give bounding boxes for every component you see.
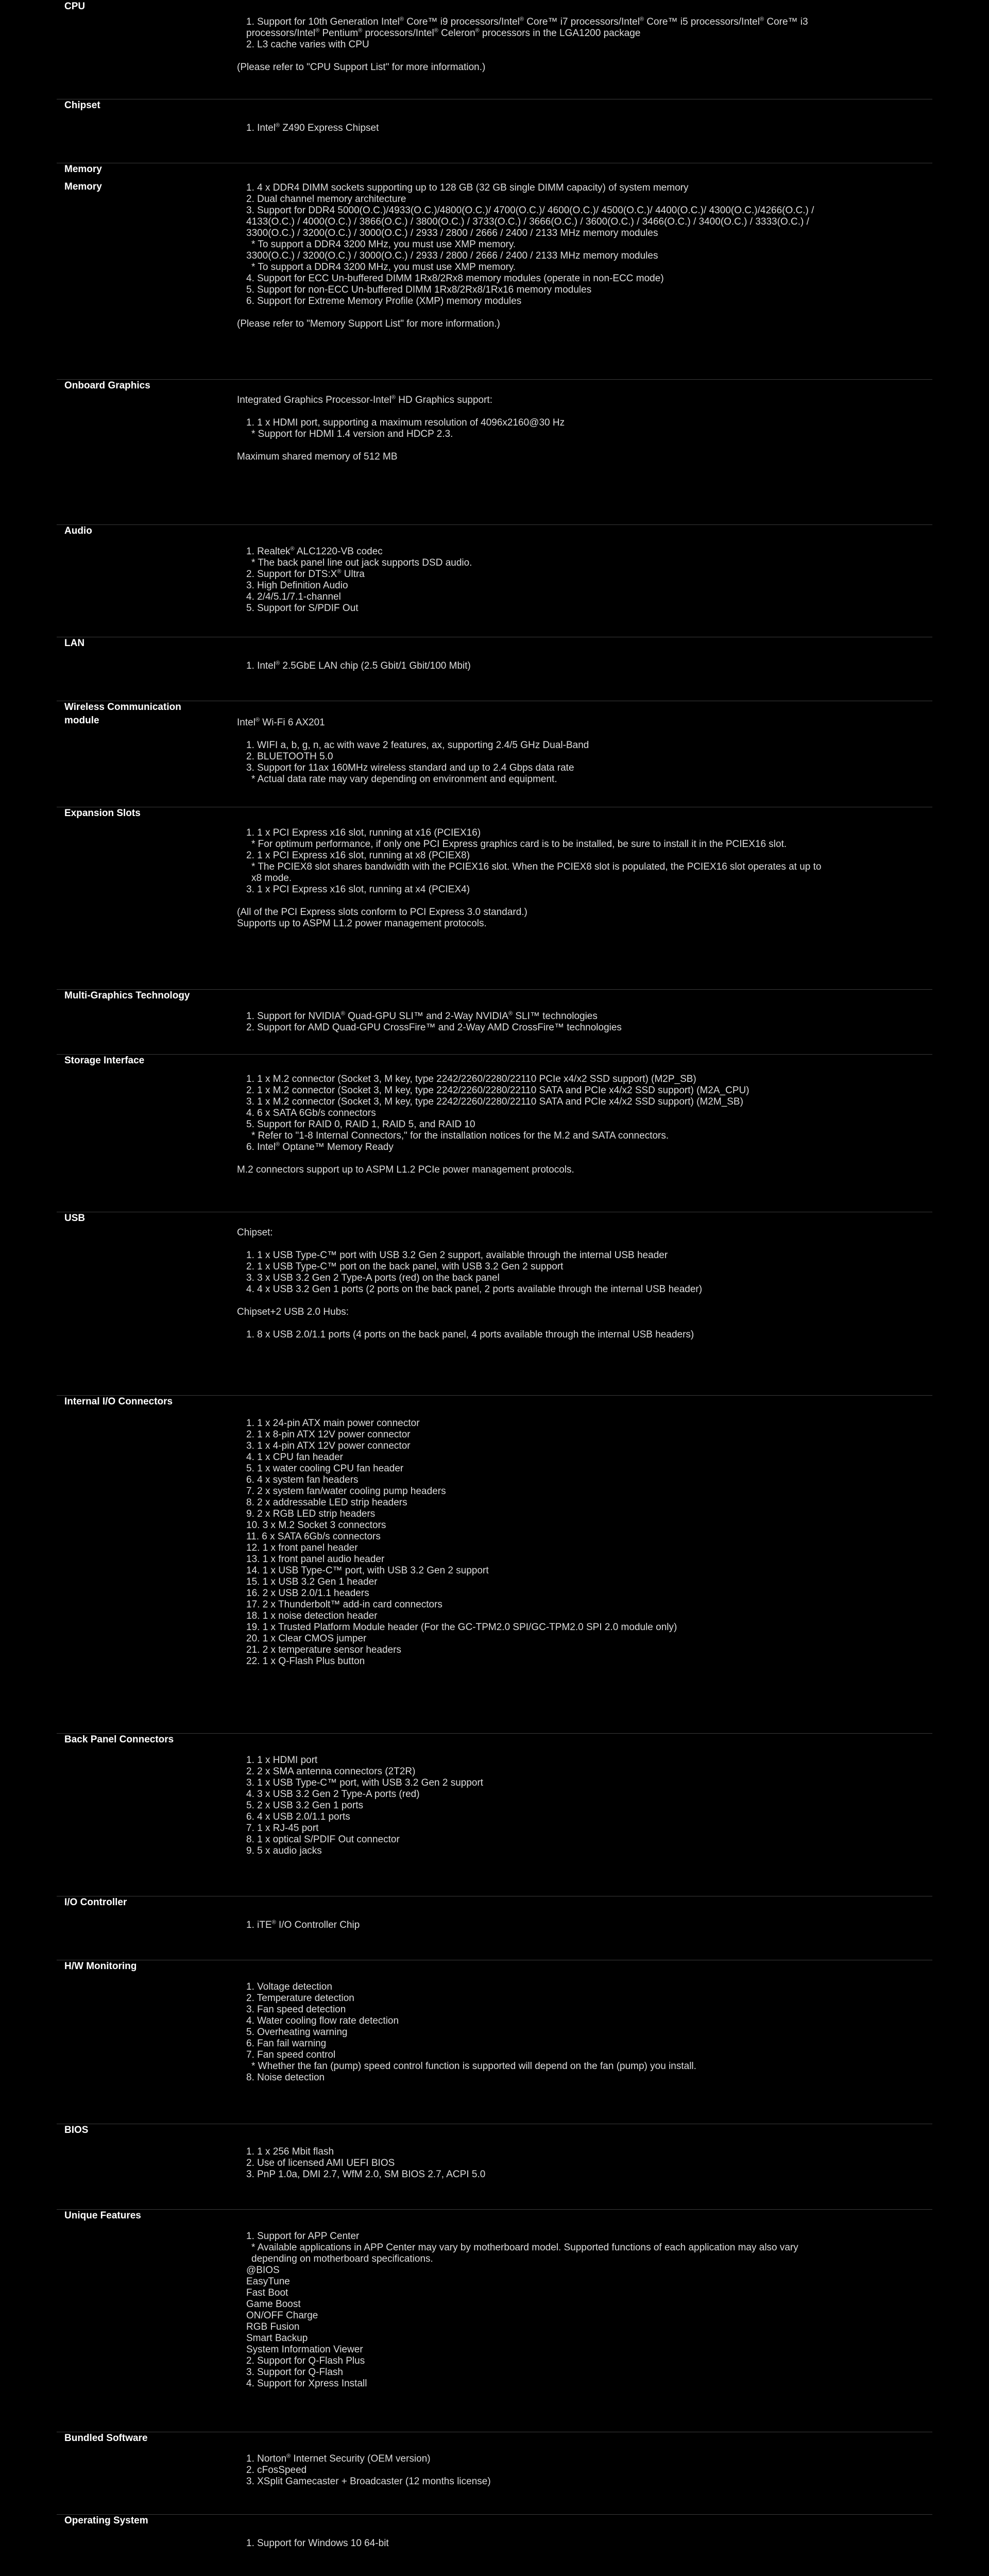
spacer: [237, 895, 927, 907]
spec-line: 2. Use of licensed AMI UEFI BIOS: [246, 2158, 395, 2168]
spec-content: [237, 16, 927, 73]
spec-content: [237, 395, 927, 463]
spec-line: 3. Fan speed detection: [246, 2004, 346, 2015]
spec-row-back_panel: [57, 1733, 932, 1896]
spec-line: 4. 4 x USB 3.2 Gen 1 ports (2 ports on the back panel, 2 ports available through the internal USB header): [246, 1284, 703, 1295]
spec-line: 3. Support for 11ax 160MHz wireless standard and up to 2.4 Gbps data rate: [246, 762, 574, 773]
spec-label-text: I/O Controller: [64, 1897, 127, 1908]
spec-label: [64, 1395, 234, 1409]
spec-line: 2. 1 x M.2 connector (Socket 3, M key, type 2242/2260/2280/22110 SATA and PCIe x4/x2 SSD support) (M2A_CPU): [246, 1085, 749, 1096]
spec-content: [237, 2538, 927, 2549]
spec-row-storage: [57, 1054, 932, 1212]
spec-content: [237, 2231, 927, 2389]
spacer: [237, 307, 927, 318]
spec-line: * Available applications in APP Center may vary by motherboard model. Supported functions of each application may also vary: [251, 2242, 798, 2253]
spec-line: 6. 4 x system fan headers: [246, 1475, 359, 1485]
spec-line: 2. 2 x SMA antenna connectors (2T2R): [246, 1766, 416, 1777]
spec-label-text: CPU: [64, 1, 86, 12]
spec-line: * For optimum performance, if only one PCI Express graphics card is to be installed, be sure to install it in the PCIEX16 slot.: [251, 839, 787, 850]
spec-line: 1. WIFI a, b, g, n, ac with wave 2 features, ax, supporting 2.4/5 GHz Dual-Band: [246, 740, 589, 751]
spec-line: * The PCIEX8 slot shares bandwidth with the PCIEX16 slot. When the PCIEX8 slot is populated, the PCIEX16 slot operates at up to: [251, 861, 822, 872]
spec-label: [64, 524, 234, 538]
spec-line: 5. 2 x USB 3.2 Gen 1 ports: [246, 1800, 364, 1811]
spec-line: processors/Intel® Pentium® processors/Intel® Celeron® processors in the LGA1200 package: [246, 27, 641, 39]
spec-label-text-2: Memory: [64, 181, 102, 192]
spec-line: 19. 1 x Trusted Platform Module header (For the GC-TPM2.0 SPI/GC-TPM2.0 SPI 2.0 module only): [246, 1622, 677, 1633]
spec-label-text: Wireless Communication: [64, 702, 181, 713]
spec-line: System Information Viewer: [246, 2344, 363, 2355]
spec-line: (Please refer to "Memory Support List" for more information.): [237, 318, 500, 329]
spec-label: [64, 2432, 234, 2445]
spec-line: 1. 1 x M.2 connector (Socket 3, M key, type 2242/2260/2280/22110 PCIe x4/x2 SSD support) (M2P_SB): [246, 1074, 696, 1084]
spec-line: 1. Realtek® ALC1220-VB codec: [246, 546, 383, 557]
spec-line: 1. Support for 10th Generation Intel® Core™ i9 processors/Intel® Core™ i7 processors/Intel® Core™ i5 processors/Intel® Core™ i3: [246, 16, 808, 27]
spec-row-expansion: [57, 807, 932, 990]
spec-row-wireless: [57, 701, 932, 807]
spec-label: [64, 1896, 234, 1909]
spec-line: 5. 1 x water cooling CPU fan header: [246, 1463, 404, 1474]
spacer: [237, 1153, 927, 1164]
spec-label-text: H/W Monitoring: [64, 1961, 137, 1972]
spec-row-software: [57, 2432, 932, 2515]
spec-line: Maximum shared memory of 512 MB: [237, 451, 398, 462]
spacer: [237, 1318, 927, 1329]
spec-line: 1. 1 x 24-pin ATX main power connector: [246, 1418, 420, 1429]
spec-line: 3. Support for DDR4 5000(O.C.)/4933(O.C.)/4800(O.C.)/ 4700(O.C.)/ 4600(O.C.)/ 4500(O.C.)/ 4400(O.C.)/ 4300(O.C.)/4266(O.C.) /: [246, 205, 814, 216]
spec-line: 13. 1 x front panel audio header: [246, 1554, 385, 1565]
spec-line: depending on motherboard specifications.: [251, 2253, 433, 2264]
spec-label: [64, 1733, 234, 1747]
spec-line: 3. PnP 1.0a, DMI 2.7, WfM 2.0, SM BIOS 2.7, ACPI 5.0: [246, 2169, 486, 2180]
spec-line: 3. Support for Q-Flash: [246, 2367, 343, 2378]
spec-line: 2. Support for AMD Quad-GPU CrossFire™ and 2-Way AMD CrossFire™ technologies: [246, 1022, 622, 1033]
spec-line: 3. 1 x USB Type-C™ port, with USB 3.2 Gen 2 support: [246, 1777, 484, 1788]
spec-line: 1. Intel® 2.5GbE LAN chip (2.5 Gbit/1 Gbit/100 Mbit): [246, 660, 471, 671]
spec-line: 7. 1 x RJ-45 port: [246, 1823, 319, 1834]
spec-line: 1. 1 x PCI Express x16 slot, running at x16 (PCIEX16): [246, 827, 481, 838]
spec-line: (Please refer to "CPU Support List" for more information.): [237, 62, 486, 73]
spec-line: 1. 4 x DDR4 DIMM sockets supporting up to 128 GB (32 GB single DIMM capacity) of system memory: [246, 182, 689, 193]
spec-line: 3. 1 x 4-pin ATX 12V power connector: [246, 1440, 411, 1451]
spec-content: [237, 1981, 927, 2083]
spec-line: 3300(O.C.) / 3200(O.C.) / 3000(O.C.) / 2933 / 2800 / 2666 / 2400 / 2133 MHz memory modules: [246, 250, 658, 261]
spec-line: 4. 2/4/5.1/7.1-channel: [246, 591, 341, 602]
spec-line: 18. 1 x noise detection header: [246, 1611, 378, 1621]
spec-line: 8. 1 x optical S/PDIF Out connector: [246, 1834, 400, 1845]
spec-line: 6. Intel® Optane™ Memory Ready: [246, 1141, 394, 1153]
spec-line: * Support for HDMI 1.4 version and HDCP 2.3.: [251, 429, 453, 439]
spec-label: [64, 2209, 234, 2223]
spec-label-text: Storage Interface: [64, 1055, 145, 1066]
spec-line: 2. Support for Q-Flash Plus: [246, 2355, 365, 2366]
spec-line: (All of the PCI Express slots conform to PCI Express 3.0 standard.): [237, 907, 527, 918]
spec-label-text: Multi-Graphics Technology: [64, 990, 190, 1001]
spec-label: [64, 99, 234, 112]
spec-line: 1. Voltage detection: [246, 1981, 332, 1992]
spec-line: Fast Boot: [246, 2287, 288, 2298]
spec-line: 1. Intel® Z490 Express Chipset: [246, 122, 379, 133]
spec-label-text: Bundled Software: [64, 2433, 148, 2444]
spec-line: 1. 8 x USB 2.0/1.1 ports (4 ports on the back panel, 4 ports available through the internal USB headers): [246, 1329, 694, 1340]
spec-line: Chipset+2 USB 2.0 Hubs:: [237, 1307, 349, 1317]
spec-line: 4. 1 x CPU fan header: [246, 1452, 343, 1463]
spec-line: 8. Noise detection: [246, 2072, 325, 2083]
spec-line: 22. 1 x Q-Flash Plus button: [246, 1656, 365, 1667]
spec-label-text: BIOS: [64, 2125, 89, 2136]
spacer: [237, 1295, 927, 1307]
spec-line: * Actual data rate may vary depending on environment and equipment.: [251, 774, 557, 785]
spec-line: 14. 1 x USB Type-C™ port, with USB 3.2 Gen 2 support: [246, 1565, 489, 1576]
spec-line: 1. Support for APP Center: [246, 2231, 360, 2242]
spec-line: 4133(O.C.) / 4000(O.C.) / 3866(O.C.) / 3800(O.C.) / 3733(O.C.) / 3666(O.C.) / 3600(O.C.) / 3466(O.C.) / 3400(O.C.) / 3333(O.C.) /: [246, 216, 809, 227]
spec-line: EasyTune: [246, 2276, 290, 2287]
spec-content: [237, 1920, 927, 1931]
spec-label: [64, 0, 234, 13]
spec-line: 1. Norton® Internet Security (OEM version): [246, 2453, 431, 2464]
spec-content: [237, 2146, 927, 2180]
spec-line: 16. 2 x USB 2.0/1.1 headers: [246, 1588, 369, 1599]
spec-label-text: Internal I/O Connectors: [64, 1396, 173, 1407]
spec-content: [237, 1074, 927, 1176]
spec-label-text: USB: [64, 1213, 86, 1224]
spec-row-hw_monitoring: [57, 1960, 932, 2124]
spec-line: 5. Overheating warning: [246, 2027, 348, 2038]
spec-content: [237, 182, 927, 330]
spacer: [237, 728, 927, 740]
spec-label: [64, 2514, 234, 2528]
spec-row-usb: [57, 1212, 932, 1396]
spec-line: 1. 1 x 256 Mbit flash: [246, 2146, 334, 2157]
spec-line: 1. iTE® I/O Controller Chip: [246, 1919, 360, 1930]
spec-label: [64, 1054, 234, 1067]
spec-line: 2. 1 x USB Type-C™ port on the back panel, with USB 3.2 Gen 2 support: [246, 1261, 564, 1272]
spec-line: Intel® Wi-Fi 6 AX201: [237, 717, 325, 728]
spec-line: 2. 1 x 8-pin ATX 12V power connector: [246, 1429, 411, 1440]
spec-line: 3. High Definition Audio: [246, 580, 348, 591]
spec-content: [237, 1755, 927, 1857]
spec-label: [64, 807, 234, 820]
spec-label-text: Onboard Graphics: [64, 380, 150, 391]
spec-label: [64, 1960, 234, 1973]
spec-line: 3. 3 x USB 3.2 Gen 2 Type-A ports (red) on the back panel: [246, 1273, 500, 1283]
spec-label: [64, 163, 234, 194]
spec-line: @BIOS: [246, 2265, 280, 2276]
spec-label-text: Memory: [64, 164, 102, 175]
spec-row-lan: [57, 637, 932, 701]
spec-line: 4. Support for Xpress Install: [246, 2378, 367, 2389]
spec-line: 3. 1 x M.2 connector (Socket 3, M key, type 2242/2260/2280/22110 SATA and PCIe x4/x2 SSD support) (M2M_SB): [246, 1096, 743, 1107]
spec-label: [64, 379, 234, 393]
spec-line: M.2 connectors support up to ASPM L1.2 PCIe power management protocols.: [237, 1164, 574, 1175]
spec-line: 2. Temperature detection: [246, 1993, 354, 2004]
spec-label-text: Operating System: [64, 2515, 148, 2526]
spec-row-os: [57, 2514, 932, 2576]
spec-line: 12. 1 x front panel header: [246, 1543, 358, 1553]
spec-label-text: Audio: [64, 526, 92, 536]
spacer: [237, 440, 927, 451]
spec-label: [64, 1212, 234, 1225]
spec-content: [237, 827, 927, 929]
spec-line: RGB Fusion: [246, 2321, 300, 2332]
spec-line: 4. Water cooling flow rate detection: [246, 2015, 399, 2026]
spec-label-text: Chipset: [64, 100, 100, 111]
spec-label: [64, 701, 234, 727]
spec-label: [64, 989, 234, 1003]
spec-row-multigraphics: [57, 989, 932, 1055]
spec-line: * Refer to "1-8 Internal Connectors," for the installation notices for the M.2 and SATA connectors.: [251, 1130, 669, 1141]
spec-line: 2. Support for DTS:X® Ultra: [246, 568, 365, 580]
spec-line: 1. 1 x HDMI port: [246, 1755, 318, 1766]
spec-line: 6. Fan fail warning: [246, 2038, 327, 2049]
spec-content: [237, 1011, 927, 1033]
spec-row-chipset: [57, 99, 932, 163]
spec-line: 2. cFosSpeed: [246, 2465, 307, 2476]
spec-line: 1. 1 x HDMI port, supporting a maximum resolution of 4096x2160@30 Hz: [246, 417, 565, 428]
spec-line: 2. Dual channel memory architecture: [246, 194, 406, 205]
spacer: [237, 1239, 927, 1250]
spec-line: Supports up to ASPM L1.2 power management protocols.: [237, 918, 487, 929]
spec-line: 1. Support for NVIDIA® Quad-GPU SLI™ and 2-Way NVIDIA® SLI™ technologies: [246, 1010, 598, 1022]
spec-line: 7. Fan speed control: [246, 2049, 336, 2060]
spec-row-cpu: [57, 0, 932, 99]
spec-line: 2. L3 cache varies with CPU: [246, 39, 369, 50]
spec-label-text: Back Panel Connectors: [64, 1734, 174, 1745]
spec-line: 3. 1 x PCI Express x16 slot, running at x4 (PCIEX4): [246, 884, 470, 895]
spec-line: 5. Support for non-ECC Un-buffered DIMM 1Rx8/2Rx8/1Rx16 memory modules: [246, 284, 592, 295]
spacer: [237, 406, 927, 417]
spec-line: 21. 2 x temperature sensor headers: [246, 1645, 402, 1655]
spec-line: 7. 2 x system fan/water cooling pump headers: [246, 1486, 446, 1497]
spec-line: 6. Support for Extreme Memory Profile (XMP) memory modules: [246, 296, 522, 307]
spec-line: 5. Support for RAID 0, RAID 1, RAID 5, and RAID 10: [246, 1119, 475, 1130]
spec-line: Chipset:: [237, 1227, 273, 1238]
spec-line: 17. 2 x Thunderbolt™ add-in card connectors: [246, 1599, 442, 1610]
spec-line: 10. 3 x M.2 Socket 3 connectors: [246, 1520, 386, 1531]
spec-line: 15. 1 x USB 3.2 Gen 1 header: [246, 1577, 378, 1587]
spec-label: [64, 2124, 234, 2137]
spec-content: [237, 717, 927, 785]
spec-line: ON/OFF Charge: [246, 2310, 318, 2321]
spec-content: [237, 2453, 927, 2487]
spec-line: 4. 6 x SATA 6Gb/s connectors: [246, 1108, 376, 1118]
spec-line: 3300(O.C.) / 3200(O.C.) / 3000(O.C.) / 2933 / 2800 / 2666 / 2400 / 2133 MHz memory modules: [246, 228, 658, 239]
spec-line: 8. 2 x addressable LED strip headers: [246, 1497, 407, 1508]
spec-label-text: Expansion Slots: [64, 808, 141, 819]
spec-line: * Whether the fan (pump) speed control function is supported will depend on the fan (pump) you install.: [251, 2061, 696, 2072]
spec-line: Integrated Graphics Processor-Intel® HD Graphics support:: [237, 394, 492, 405]
spec-line: 20. 1 x Clear CMOS jumper: [246, 1633, 367, 1644]
spec-row-io_controller: [57, 1896, 932, 1960]
spec-line: 4. 3 x USB 3.2 Gen 2 Type-A ports (red): [246, 1789, 420, 1800]
spec-line: * To support a DDR4 3200 MHz, you must use XMP memory.: [251, 239, 516, 250]
spec-line: 2. BLUETOOTH 5.0: [246, 751, 333, 762]
spec-line: 2. 1 x PCI Express x16 slot, running at x8 (PCIEX8): [246, 850, 470, 861]
spec-line: Game Boost: [246, 2299, 301, 2310]
spec-row-bios: [57, 2124, 932, 2210]
spec-line: 9. 5 x audio jacks: [246, 1845, 322, 1856]
spec-row-audio: [57, 524, 932, 637]
spec-line: 3. XSplit Gamecaster + Broadcaster (12 months license): [246, 2476, 491, 2487]
spec-line: x8 mode.: [251, 873, 292, 884]
spec-line: * The back panel line out jack supports DSD audio.: [251, 557, 472, 568]
spec-content: [237, 546, 927, 614]
spec-line: * To support a DDR4 3200 MHz, you must use XMP memory.: [251, 262, 516, 273]
spacer: [237, 50, 927, 62]
spec-line: 6. 4 x USB 2.0/1.1 ports: [246, 1811, 350, 1822]
spec-line: 9. 2 x RGB LED strip headers: [246, 1509, 376, 1519]
spec-row-memory: [57, 163, 932, 380]
spec-row-graphics: [57, 379, 932, 525]
spec-line: 4. Support for ECC Un-buffered DIMM 1Rx8/2Rx8 memory modules (operate in non-ECC mode): [246, 273, 664, 284]
spec-label: [64, 637, 234, 650]
spec-content: [237, 660, 927, 672]
spec-label-text-2: module: [64, 715, 99, 726]
spec-label-text: LAN: [64, 638, 85, 649]
spec-row-internal_io: [57, 1395, 932, 1734]
spec-line: 1. 1 x USB Type-C™ port with USB 3.2 Gen 2 support, available through the internal USB header: [246, 1250, 668, 1261]
spec-line: 5. Support for S/PDIF Out: [246, 603, 359, 614]
spec-line: Smart Backup: [246, 2333, 308, 2344]
spec-row-unique: [57, 2209, 932, 2432]
spec-content: [237, 1227, 927, 1341]
spec-line: 1. Support for Windows 10 64-bit: [246, 2538, 389, 2549]
spec-line: 11. 6 x SATA 6Gb/s connectors: [246, 1531, 381, 1542]
spec-content: [237, 123, 927, 134]
spec-label-text: Unique Features: [64, 2210, 141, 2221]
spec-content: [237, 1418, 927, 1667]
